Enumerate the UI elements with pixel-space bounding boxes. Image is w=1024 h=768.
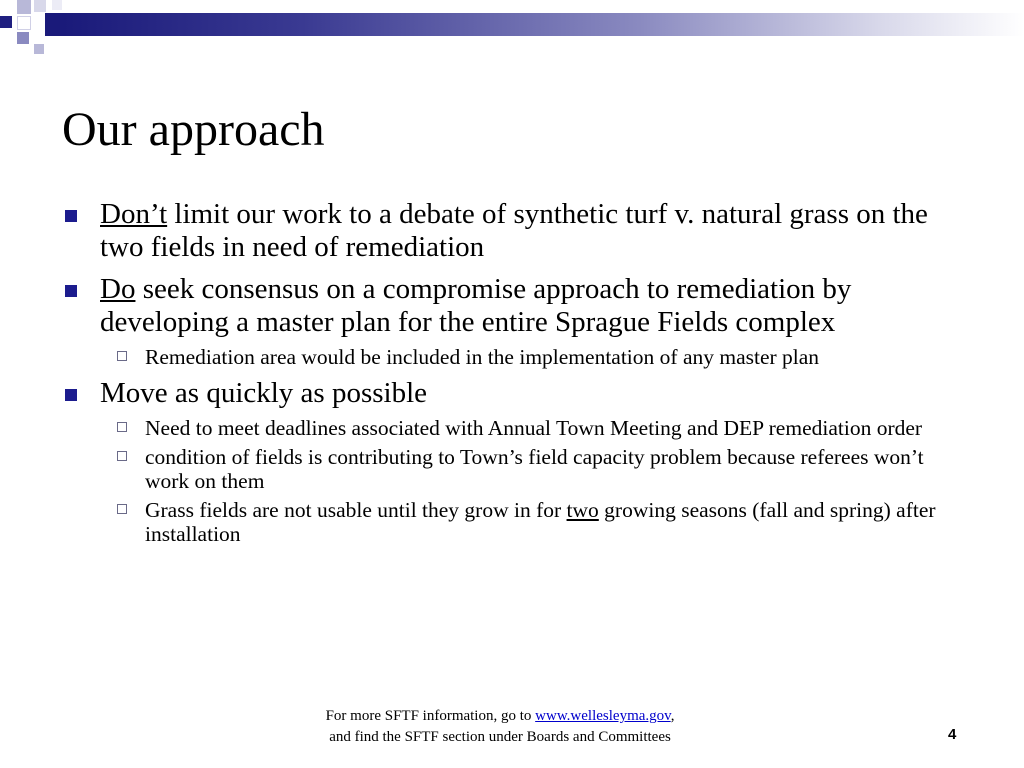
sub-bullet-item: [62, 345, 962, 369]
hollow-square-bullet-icon: [117, 504, 127, 514]
bullet-lead-underlined: Do: [100, 273, 136, 305]
sub-bullet-text: Need to meet deadlines associated with Annual Town Meeting and DEP remediation order: [145, 416, 923, 440]
sub-bullet-text: condition of fields is contributing to Town’s field capacity problem because referees won’t work on them: [145, 445, 924, 493]
page-number: 4: [948, 726, 957, 743]
slide-title: Our approach: [62, 103, 325, 156]
bullet-item: [62, 273, 962, 339]
footer-line-2: and find the SFTF section under Boards and Committees: [329, 729, 671, 745]
sub-bullet-item: [62, 416, 962, 440]
square-bullet-icon: [65, 210, 77, 222]
footer-note: [200, 706, 800, 748]
sub-bullet-text: Grass fields are not usable until they grow in for: [145, 498, 567, 522]
hollow-square-bullet-icon: [117, 451, 127, 461]
bullet-item: [62, 377, 962, 410]
bullet-text: Move as quickly as possible: [100, 377, 428, 409]
square-bullet-icon: [65, 389, 77, 401]
square-bullet-icon: [65, 285, 77, 297]
footer-prefix: For more SFTF information, go to: [325, 708, 536, 724]
decor-square: [17, 16, 31, 30]
slide-body: [62, 198, 962, 554]
hollow-square-bullet-icon: [117, 422, 127, 432]
decor-square: [34, 0, 46, 12]
sub-bullet-item: [62, 445, 962, 493]
footer-suffix: ,: [670, 708, 675, 724]
bullet-item: [62, 198, 962, 264]
header-gradient-bar: [62, 13, 1024, 36]
bullet-text: limit our work to a debate of synthetic turf v. natural grass on the two fields in need of remediation: [100, 198, 928, 263]
hollow-square-bullet-icon: [117, 351, 127, 361]
decor-square: [34, 44, 44, 54]
bullet-text: seek consensus on a compromise approach to remediation by developing a master plan for the entire Sprague Fields complex: [100, 273, 852, 338]
decor-square: [17, 32, 29, 44]
website-link[interactable]: www.wellesleyma.gov: [535, 708, 671, 724]
sub-bullet-item: [62, 498, 962, 546]
sub-bullet-text: Remediation area would be included in the implementation of any master plan: [145, 345, 820, 369]
decor-square: [0, 16, 12, 28]
bullet-lead-underlined: Don’t: [100, 198, 168, 230]
sub-bullet-underlined: two: [566, 498, 599, 522]
decor-square: [45, 13, 62, 36]
decor-square: [52, 0, 62, 10]
footer-line-1: [200, 706, 800, 727]
decor-square: [17, 0, 31, 14]
sub-bullet-text: growing seasons (fall and spring) after installation: [145, 498, 936, 546]
